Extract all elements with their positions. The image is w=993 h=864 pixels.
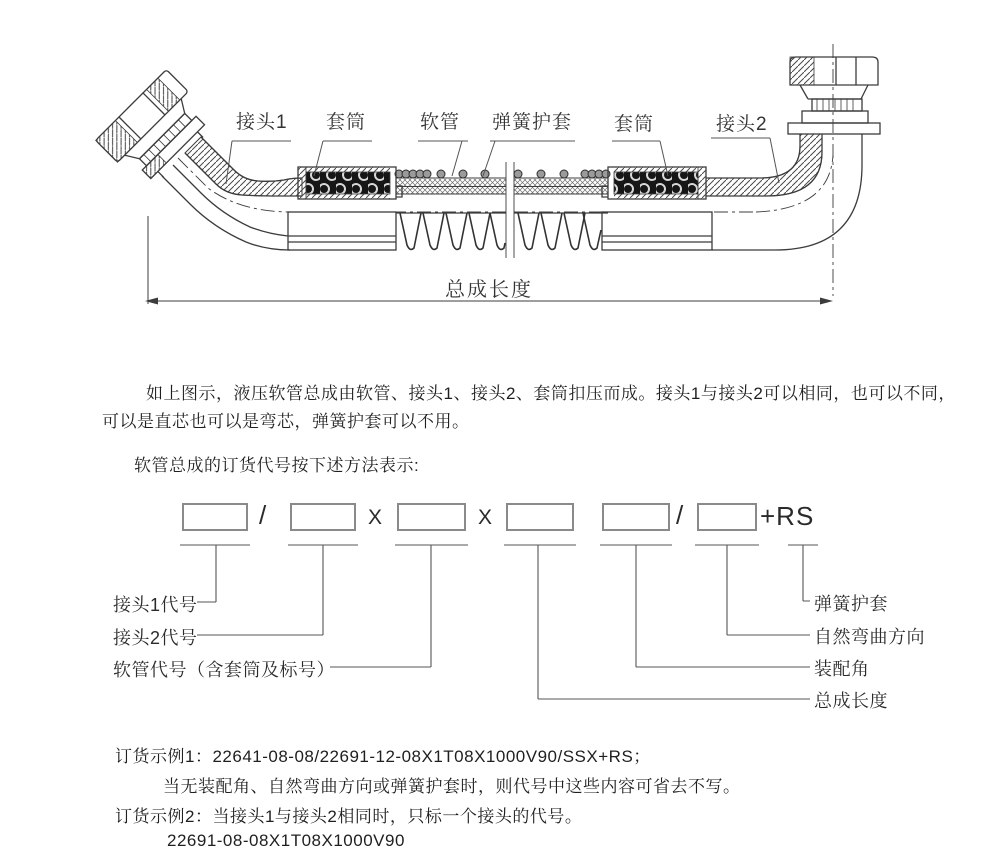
- ferrule-left: [288, 167, 402, 250]
- code-label-spring: 弹簧护套: [814, 594, 888, 614]
- part-label-joint1: 接头1: [236, 112, 288, 133]
- part-label-joint2: 接头2: [716, 114, 768, 135]
- code-field-angle: [602, 503, 670, 531]
- code-label-bend: 自然弯曲方向: [814, 627, 925, 647]
- joint1-fitting: [96, 70, 302, 250]
- code-field-bend: [697, 503, 757, 531]
- code-separator-slash-1: /: [259, 500, 267, 530]
- example-line-1: 订货示例1：22641-08-08/22691-12-08X1T08X1000V90/SSX+RS；: [115, 747, 651, 766]
- code-field-hose: [397, 503, 466, 531]
- code-separator-x-1: X: [368, 506, 383, 529]
- example-line-2: 当无装配角、自然弯曲方向或弹簧护套时，则代号中这些内容可省去不写。: [163, 777, 741, 796]
- intro-line-2: 可以是直芯也可以是弯芯，弹簧护套可以不用。: [102, 412, 470, 431]
- intro-line-1: 如上图示，液压软管总成由软管、接头1、接头2、套筒扣压而成。接头1与接头2可以相同，也可以不同，: [146, 384, 956, 403]
- code-field-joint2: [290, 503, 356, 531]
- part-label-sleeve-left: 套筒: [326, 112, 367, 133]
- part-label-sleeve-right: 套筒: [614, 114, 655, 135]
- code-suffix-rs: +RS: [760, 501, 815, 531]
- code-intro-line: 软管总成的订货代号按下述方法表示:: [134, 456, 420, 475]
- code-label-angle: 装配角: [814, 659, 870, 679]
- ferrule-right: [602, 167, 712, 250]
- spring-guard-coils: [400, 213, 601, 249]
- code-label-length: 总成长度: [814, 691, 888, 711]
- spring-guard-dots: [395, 170, 610, 178]
- code-field-length: [506, 503, 574, 531]
- code-separator-x-2: X: [478, 506, 493, 529]
- code-separator-slash-2: /: [676, 500, 684, 530]
- joint2-fitting: [706, 44, 880, 296]
- code-field-joint1: [182, 503, 248, 531]
- dimension-label: 总成长度: [445, 279, 533, 301]
- part-label-spring-guard: 弹簧护套: [492, 112, 573, 133]
- example-line-4: 22691-08-08X1T08X1000V90: [167, 831, 405, 850]
- code-label-joint1: 接头1代号: [113, 595, 198, 615]
- example-line-3: 订货示例2：当接头1与接头2相同时，只标一个接头的代号。: [115, 807, 583, 826]
- part-label-hose: 软管: [420, 112, 461, 133]
- code-label-joint2: 接头2代号: [113, 628, 198, 648]
- code-label-hose: 软管代号（含套筒及标号）: [113, 660, 335, 680]
